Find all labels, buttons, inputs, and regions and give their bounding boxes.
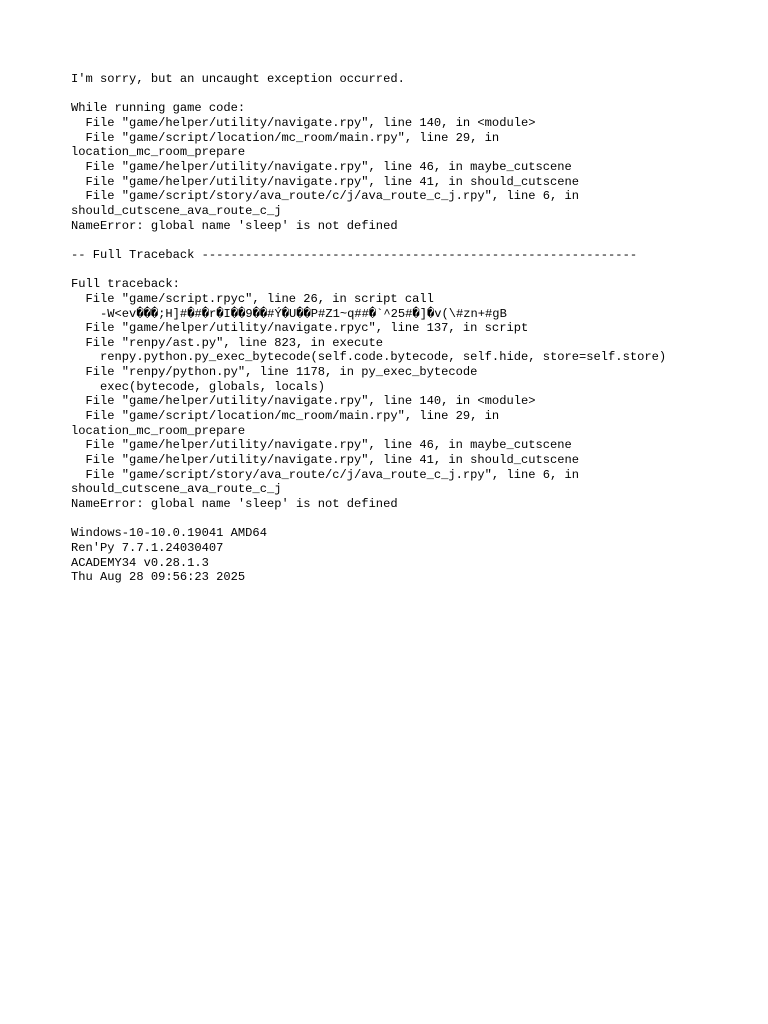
exception-report-text: I'm sorry, but an uncaught exception occurred. While running game code: File "game/helper/utility/navigate.rpy", line 140, in <module> File "game/script/location/mc_room/main.rpy", line 29, in location_mc_room_prepare File "game/helper/utility/navigate.rpy", line 46, in maybe_cutscene File "game/helper/utility/navigate.rpy", line 41, in should_cutscene File "game/script/story/ava_route/c/j/ava_route_c_j.rpy", line 6, in should_cutscene_ava_route_c_j NameError: global name 'sleep' is not defined -- Full Traceback ------------------------------------------------------------ Full traceback: File "game/script.rpyc", line 26, in script call -W<ev���;H]#�#�r�I��9��#Ý�U��P#Z1~q##�`^25#�]�v(\#zn+#gB File "game/helper/utility/navigate.rpyc", line 137, in script File "renpy/ast.py", line 823, in execute renpy.python.py_exec_bytecode(self.code.bytecode, self.hide, store=self.store) File "renpy/python.py", line 1178, in py_exec_bytecode exec(bytecode, globals, locals) File "game/helper/utility/navigate.rpy", line 140, in <module> File "game/script/location/mc_room/main.rpy", line 29, in location_mc_room_prepare File "game/helper/utility/navigate.rpy", line 46, in maybe_cutscene File "game/helper/utility/navigate.rpy", line 41, in should_cutscene File "game/script/story/ava_route/c/j/ava_route_c_j.rpy", line 6, in should_cutscene_ava_route_c_j NameError: global name 'sleep' is not defined Windows-10-10.0.19041 AMD64 Ren'Py 7.7.1.24030407 ACADEMY34 v0.28.1.3 Thu Aug 28 09:56:23 2025 xyxy=(71,72,667,585)
traceback-page xyxy=(71,72,761,585)
